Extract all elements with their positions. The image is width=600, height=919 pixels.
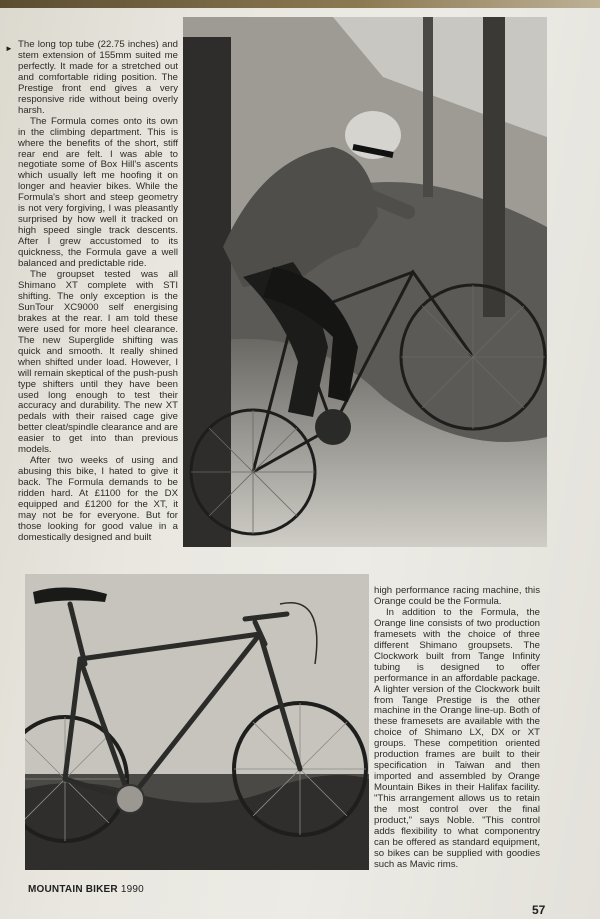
paragraph: high performance racing machine, this Orange could be the Formula. — [374, 585, 540, 607]
page-number: 57 — [532, 903, 546, 917]
continued-arrow-icon: ► — [5, 44, 13, 53]
paragraph: The groupset tested was all Shimano XT complete with STI shifting. The only exception is the SunTour XC9000 self energising brakes at the rear. I am told these were used for more heel clearance. The new Superglide shifting was quick and smooth. It really shined when shifted under load. However, I will remain skeptical of the push-push type shifters until they have been used long enough to test their accuracy and durability. The new XT pedals with their raised cage give better cleat/spindle clearance and are easier to get into than previous models. — [18, 269, 178, 456]
paragraph: The long top tube (22.75 inches) and stem extension of 155mm suited me perfectly. It made for a stretched out and comfortable riding position. The Prestige front end gives a very responsive ride without being overly harsh. — [18, 39, 178, 116]
article-column-right — [374, 586, 540, 871]
magazine-year: 1990 — [120, 884, 144, 895]
magazine-footer — [28, 884, 144, 895]
paragraph: The Formula comes onto its own in the climbing department. This is where the benefits of the short, stiff rear end are felt. I was able to negotiate some of Box Hill's ascents which usually left me hoofing it on longer and heavier bikes. While the Formula's short and steep geometry is not very forgiving, I was pleasantly surprised by how well it tracked on high speed single track descents. After I grew accustomed to its quickness, the Formula gave a well balanced and predictable ride. — [18, 115, 178, 270]
bike-photo — [25, 574, 369, 870]
rider-illustration — [183, 17, 547, 547]
bike-illustration — [25, 574, 369, 870]
article-column-left — [18, 40, 178, 544]
page-shadow-edge — [0, 0, 600, 8]
magazine-name: MOUNTAIN BIKER — [28, 884, 118, 895]
paragraph: In addition to the Formula, the Orange line consists of two production framesets with the choice of three different Shimano groupsets. The Clockwork built from Tange Infinity tubing is designed to offer performance in an affordable package. A lighter version of the Clockwork built from Tange Prestige is the other machine in the Orange line-up. Both of these framesets are available with the choice of Shimano LX, DX or XT groups. These competition oriented production frames are built to their specification in Taiwan and then imported and assembled by Orange Mountain Bikes in their Halifax facility. "This arrangement allows us to retain the most control over the final product," says Noble. "This control adds flexibility to what componentry can be offered as standard equipment, so bikes can be supplied with goodies such as Mavic rims. — [374, 606, 540, 870]
rider-photo — [183, 17, 547, 547]
paragraph: After two weeks of using and abusing this bike, I hated to give it back. The Formula demands to be ridden hard. At £1100 for the DX equipped and £1200 for the XT, it may not be for everyone. But for those looking for good value in a domestically designed and built — [18, 455, 178, 543]
